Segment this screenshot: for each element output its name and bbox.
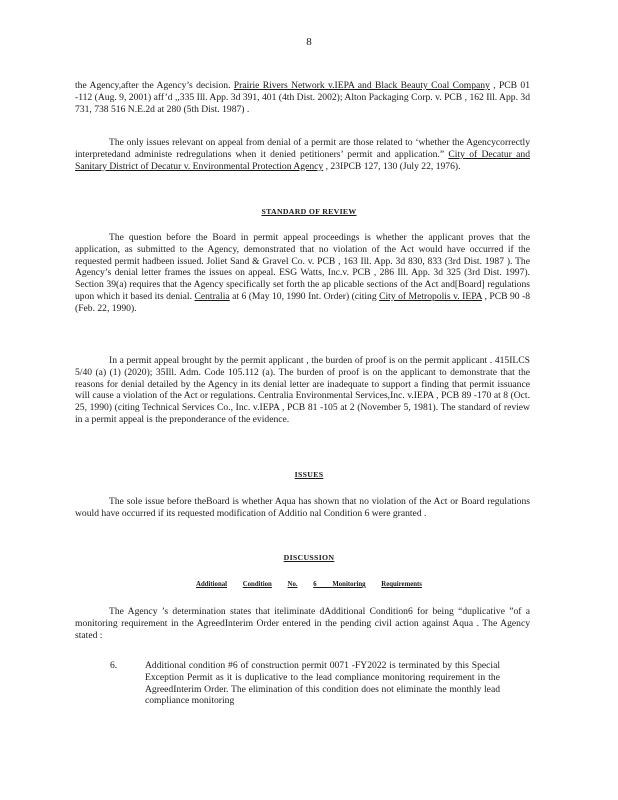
- paragraph-continuation: [75, 80, 530, 115]
- heading-issues: ISSUES: [294, 470, 324, 479]
- paragraph-agency-determination: [75, 606, 530, 641]
- para3-text-a: The question before the Board in permit appeal proceedings is whether the applicant proves that the application, as submitted to the Agency, demonstrated that no violation of the Act would have occurred if the requested permit hadbeen issued. Joliet Sand & Gravel Co. v. PCB , 163 Ill. App. 3d 830, 833 (3rd Dist. 1987 ). The Agency’s denial letter frames the issues on appeal. ESG Watts, Inc.v. PCB , 286 Ill. App. 3d 325 (3rd Dist. 1997). Section 39(a) requires that the Agency specifically set forth the ap plicable sections of the Act and[Board] regulations upon which it based its denial.: [75, 232, 530, 302]
- case-citation: Prairie Rivers Network v.IEPA and Black Beauty Coal Company: [233, 80, 490, 91]
- para3-text-b: at 6 (May 10, 1990 Int. Order) (citing: [229, 290, 380, 302]
- para2-text-b: , 23IPCB 127, 130 (July 22, 1976).: [323, 160, 461, 172]
- paragraph-burden-of-proof: [75, 355, 530, 426]
- para5-text-a: The sole issue before theBoard is whether Aqua has shown that no violation of the Act or Board regulations would have occurred if its requested modification of Additio nal Condition 6 were granted .: [75, 496, 530, 519]
- page-number: 8: [306, 36, 312, 48]
- para1-text-b: , PCB 01 -112 (Aug. 9, 2001) aff’d ,,335 Ill. App. 3d 391, 401 (4th Dist. 2002); Alton Packaging Corp. v. PCB , 162 Ill. App. 3d 731, 738 516 N.E.2d at 280 (5th Dist. 1987) .: [75, 80, 530, 115]
- paragraph-issues-relevant: [75, 137, 530, 172]
- item-text: Additional condition #6 of construction permit 0071 -FY2022 is terminated by this Special Exception Permit as it is duplicative to the lead compliance monitoring requirement in the AgreedInterim Order. The elimination of this condition does not eliminate the monthly lead compliance monitoring: [145, 660, 500, 707]
- heading-standard-of-review: STANDARD OF REVIEW: [261, 207, 357, 216]
- para1-text-a: the Agency,after the Agency’s decision.: [75, 80, 234, 91]
- case-citation: City of Metropolis v. IEPA: [379, 290, 483, 302]
- case-citation: City of Decatur and Sanitary District of Decatur v. Environmental Protection Agency: [75, 148, 530, 172]
- para3-text-c: , PCB 90 -8 (Feb. 22, 1990).: [75, 290, 530, 314]
- item-number: 6.: [110, 660, 118, 671]
- paragraph-question-before-board: [75, 232, 530, 315]
- subheading-condition-6: Additional Condition No. 6 Monitoring Requirements: [196, 581, 422, 588]
- para4-text-a: In a permit appeal brought by the permit applicant , the burden of proof is on the permit applicant . 415ILCS 5/40 (a) (1) (2020); 35Ill. Adm. Code 105.112 (a). The burden of proof is on the applicant to demonstrate that the reasons for denial detailed by the Agency in its denial letter are inadequate to support a finding that permit issuance will cause a violation of the Act or regulations. Centralia Environmental Services,Inc. v.IEPA , PCB 89 -170 at 8 (Oct. 25, 1990) (citing Technical Services Co., Inc. v.IEPA , PCB 81 -105 at 2 (November 5, 1981). The standard of review in a permit appeal is the preponderance of the evidence.: [75, 355, 530, 425]
- para6-text-a: The Agency ’s determination states that iteliminate dAdditional Condition6 for being “duplicative ”of a monitoring requirement in the AgreedInterim Order entered in the pending civil action against Aqua . The Agency stated :: [75, 606, 530, 641]
- heading-discussion: DISCUSSION: [283, 553, 335, 562]
- paragraph-sole-issue: [75, 496, 530, 520]
- para2-text-a: The only issues relevant on appeal from denial of a permit are those related to ‘whether the Agencycorrectly interpretedand administe redregulations when it denied petitioners’ permit and application.”: [75, 137, 530, 160]
- case-citation: Centralia: [194, 290, 230, 302]
